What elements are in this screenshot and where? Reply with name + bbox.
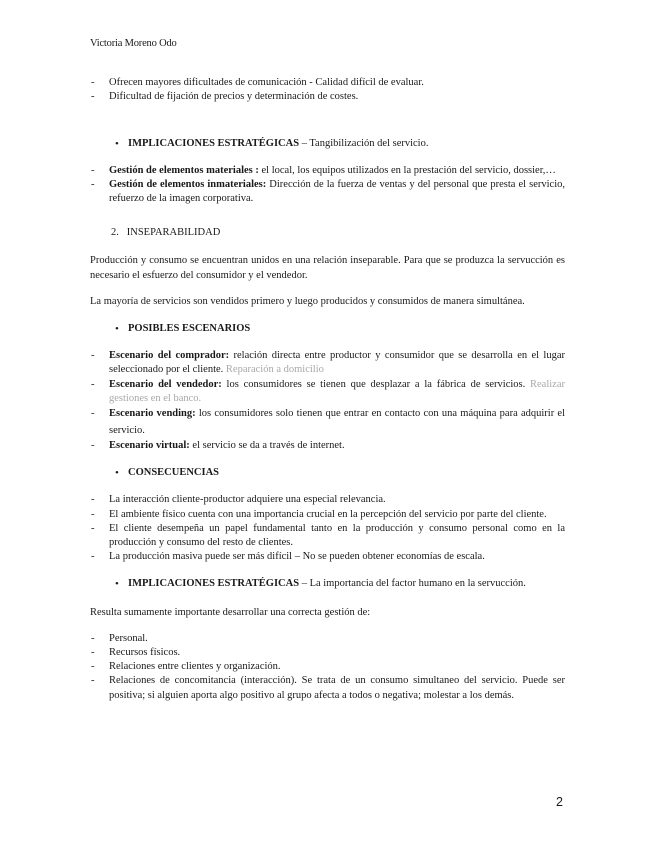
scenarios-heading: • POSIBLES ESCENARIOS [115, 323, 251, 336]
bullet-icon: • [115, 138, 119, 151]
list-item: - Gestión de elementos materiales : el local, los equipos utilizados en la prestación del servicio, dossier,… [90, 164, 565, 178]
list-item: - Dificultad de fijación de precios y determinación de costes. [90, 90, 565, 104]
list-item: - Relaciones de concomitancia (interacción). Se trata de un consumo simultaneo del servicio. Puede ser positiva; si alguien aporta algo positivo al grupo afecta a todos o negativa; molestar a los demás. [90, 674, 565, 702]
list-item: - Escenario virtual: el servicio se da a través de internet. [90, 439, 565, 453]
strategic-implications-heading-2: • IMPLICACIONES ESTRATÉGICAS – La importancia del factor humano en la servucción. [115, 578, 526, 591]
list-item: - Escenario del comprador: relación directa entre productor y consumidor que se desarrolla en el lugar seleccionado por el cliente. Reparación a domicilio [90, 349, 565, 377]
list-item: - La producción masiva puede ser más difícil – No se pueden obtener economías de escala. [90, 550, 565, 564]
bullet-icon: • [115, 323, 119, 336]
list-item: - Escenario vending: los consumidores solo tienen que entrar en contacto con una máquina para adquirir el servicio. [90, 406, 565, 439]
list-item: - Recursos físicos. [90, 646, 565, 660]
list-item: - El cliente desempeña un papel fundamental tanto en la producción y consumo personal como en la producción y consumo del resto de clientes. [90, 522, 565, 550]
list-item: - La interacción cliente-productor adquiere una especial relevancia. [90, 493, 565, 507]
strategic-implications-heading-1: • IMPLICACIONES ESTRATÉGICAS – Tangibilización del servicio. [115, 138, 429, 151]
management-list [90, 632, 565, 703]
material-management-list [90, 164, 565, 207]
consequences-list [90, 493, 565, 564]
paragraph: Producción y consumo se encuentran unidos en una relación inseparable. Para que se produzca la servucción es necesario el esfuerzo del consumidor y el vendedor. [90, 255, 565, 281]
scenarios-list [90, 349, 565, 453]
consequences-heading: • CONSECUENCIAS [115, 467, 220, 480]
list-item: - El ambiente físico cuenta con una importancia crucial en la percepción del servicio por parte del cliente. [90, 508, 565, 522]
difficulties-list [90, 76, 565, 104]
list-item: - Personal. [90, 632, 565, 646]
bullet-icon: • [115, 578, 119, 591]
bullet-icon: • [115, 467, 119, 480]
list-item: - Escenario del vendedor: los consumidores se tienen que desplazar a la fábrica de servicios. Realizar gestiones en el banco. [90, 378, 565, 406]
list-item: - Gestión de elementos inmateriales: Dirección de la fuerza de ventas y del personal que presta el servicio, refuerzo de la imagen corporativa. [90, 178, 565, 206]
section-heading-inseparabilidad: 2. INSEPARABILIDAD [111, 227, 221, 239]
list-item: - Relaciones entre clientes y organización. [90, 660, 565, 674]
paragraph: La mayoría de servicios son vendidos primero y luego producidos y consumidos de manera simultánea. [90, 295, 525, 307]
paragraph: Resulta sumamente importante desarrollar una correcta gestión de: [90, 606, 371, 618]
list-item: - Ofrecen mayores dificultades de comunicación - Calidad difícil de evaluar. [90, 76, 565, 90]
header-author: Victoria Moreno Odo [90, 38, 177, 49]
page-content [90, 76, 565, 703]
page-number: 2 [556, 795, 563, 809]
